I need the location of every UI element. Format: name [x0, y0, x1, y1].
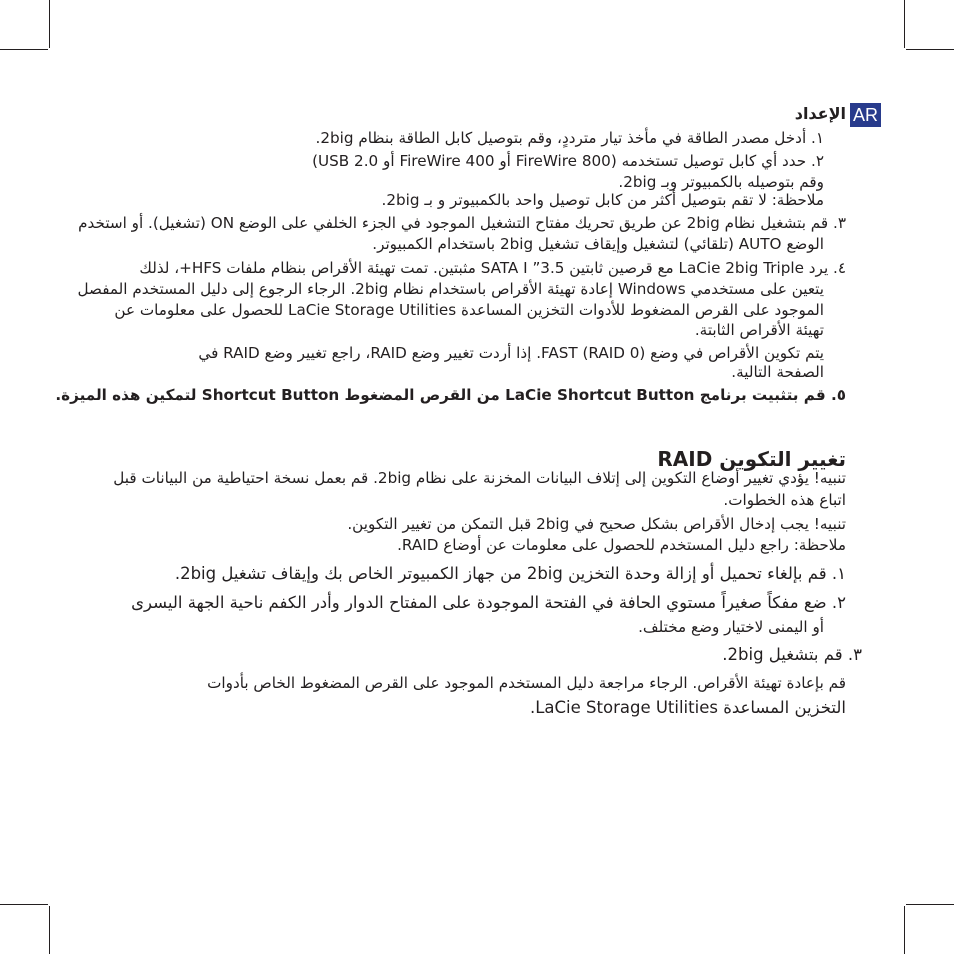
- crop-mark: [0, 904, 48, 905]
- setup-heading: الإعداد: [794, 104, 846, 123]
- crop-mark: [49, 906, 50, 954]
- raid-warning: تنبيه! يؤدي تغيير أوضاع التكوين إلى إتلاف البيانات المخزنة على نظام 2big. قم بعمل نسخة احتياطية من البيانات قبل: [113, 469, 846, 487]
- setup-line: ٣. قم بتشغيل نظام 2big عن طريق تحريك مفتاح التشغيل الموجود في الجزء الخلفي على الوضع ON (تشغيل). أو استخدم: [78, 214, 846, 232]
- raid-step: أو اليمنى لاختيار وضع مختلف.: [638, 618, 824, 636]
- setup-line: الصفحة التالية.: [731, 363, 824, 381]
- crop-mark: [0, 49, 48, 50]
- setup-note: ملاحظة: لا تقم بتوصيل أكثر من كابل توصيل واحد بالكمبيوتر و بـ 2big.: [381, 191, 824, 209]
- raid-heading: تغيير التكوين RAID: [657, 447, 846, 471]
- raid-step: ٢. ضع مفكاً صغيراً مستوي الحافة في الفتحة الموجودة على المفتاح الدوار وأدر الكفم ناحية الجهة اليسرى: [131, 593, 846, 612]
- crop-mark: [906, 49, 954, 50]
- setup-line: الموجود على القرص المضغوط للأدوات التخزين المساعدة LaCie Storage Utilities للحصول على معلومات عن: [114, 301, 824, 319]
- setup-line: ٢. حدد أي كابل توصيل تستخدمه (FireWire 800 أو FireWire 400 أو USB 2.0): [312, 152, 824, 170]
- crop-mark: [904, 0, 905, 48]
- setup-line: الوضع AUTO (تلقائي) لتشغيل وإيقاف تشغيل 2big باستخدام الكمبيوتر.: [372, 235, 824, 253]
- setup-line: يتم تكوين الأقراص في وضع FAST (RAID 0). إذا أردت تغيير وضع RAID، راجع تغيير وضع RAID في: [198, 344, 824, 362]
- setup-line: يتعين على مستخدمي Windows إعادة تهيئة الأقراص باستخدام نظام 2big. الرجاء الرجوع إلى دليل المستخدم المفصل: [77, 280, 824, 298]
- setup-line: ٤. يرد LaCie 2big Triple مع قرصين ثابتين SATA I ”3.5 مثبتين. تمت تهيئة الأقراص بنظام ملفات HFS+، لذلك: [139, 259, 846, 277]
- setup-line: وقم بتوصيله بالكمبيوتر وبـ 2big.: [618, 173, 824, 191]
- raid-step: ١. قم بإلغاء تحميل أو إزالة وحدة التخزين 2big من جهاز الكمبيوتر الخاص بك وإيقاف تشغيل 2big.: [174, 564, 846, 583]
- raid-step: ٣. قم بتشغيل 2big.: [722, 645, 862, 664]
- setup-line: ١. أدخل مصدر الطاقة في مأخذ تيار مترددٍ، وقم بتوصيل كابل الطاقة بنظام 2big.: [315, 129, 824, 147]
- setup-line: تهيئة الأقراص الثابتة.: [694, 321, 824, 339]
- raid-warning: اتباع هذه الخطوات.: [723, 491, 846, 509]
- raid-warning: تنبيه! يجب إدخال الأقراص بشكل صحيح في 2big قبل التمكن من تغيير التكوين.: [347, 515, 846, 533]
- raid-step: قم بإعادة تهيئة الأقراص. الرجاء مراجعة دليل المستخدم الموجود على القرص المضغوط الخاص بأدوات: [207, 674, 846, 692]
- crop-mark: [906, 904, 954, 905]
- crop-mark: [49, 0, 50, 48]
- raid-step: التخزين المساعدة LaCie Storage Utilities.: [529, 698, 846, 717]
- language-tag: AR: [850, 103, 881, 127]
- raid-note: ملاحظة: راجع دليل المستخدم للحصول على معلومات عن أوضاع RAID.: [397, 536, 846, 554]
- setup-line: ٥. قم بتثبيت برنامج LaCie Shortcut Button من القرص المضغوط Shortcut Button لتمكين هذه الميزة.: [55, 386, 846, 404]
- crop-mark: [904, 906, 905, 954]
